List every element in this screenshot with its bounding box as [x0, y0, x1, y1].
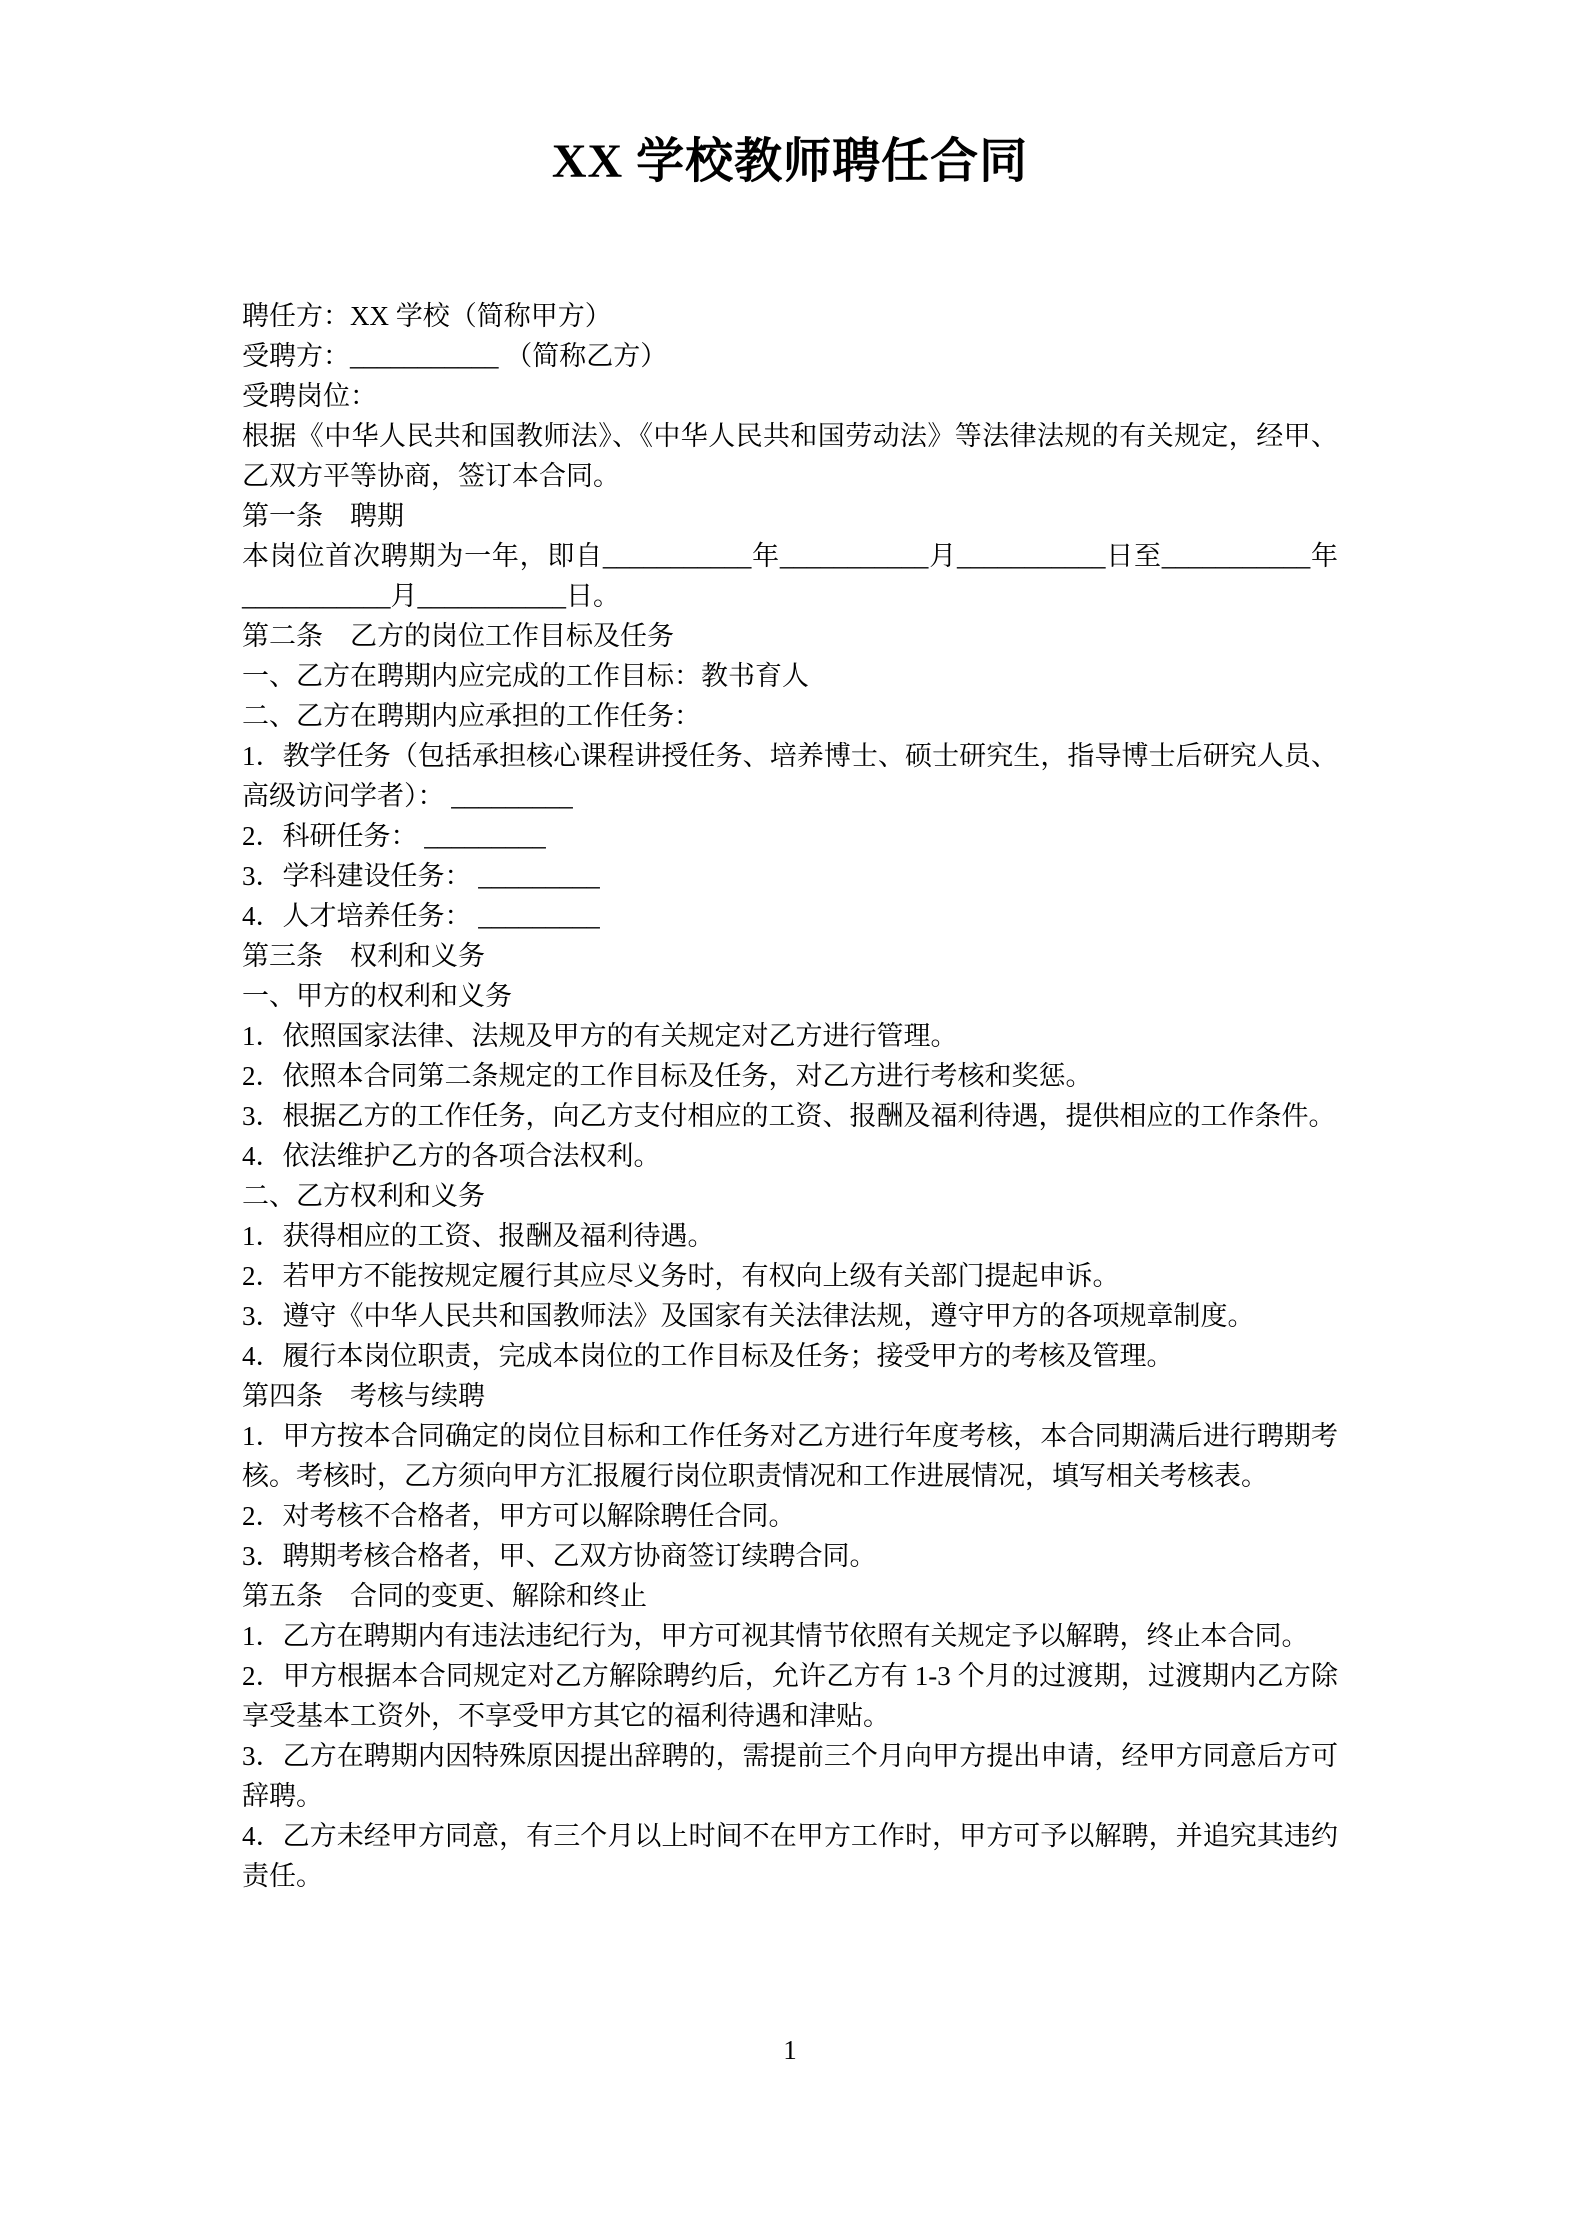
- paragraph: 一、甲方的权利和义务: [242, 981, 512, 1011]
- paragraph: 二、乙方权利和义务: [242, 1181, 485, 1211]
- paragraph: 4．履行本岗位职责，完成本岗位的工作目标及任务；接受甲方的考核及管理。: [242, 1341, 1174, 1371]
- section-heading: 第五条 合同的变更、解除和终止: [242, 1581, 647, 1611]
- paragraph: 本岗位首次聘期为一年，即自___________年___________月___________日至___________年___________月___________日。: [242, 541, 1338, 611]
- paragraph: 1．教学任务（包括承担核心课程讲授任务、培养博士、硕士研究生，指导博士后研究人员、高级访问学者）： _________: [242, 741, 1338, 811]
- paragraph: 3．聘期考核合格者，甲、乙双方协商签订续聘合同。: [242, 1541, 877, 1571]
- paragraph: 4．乙方未经甲方同意，有三个月以上时间不在甲方工作时，甲方可予以解聘，并追究其违约责任。: [242, 1821, 1338, 1891]
- paragraph: 3．根据乙方的工作任务，向乙方支付相应的工资、报酬及福利待遇，提供相应的工作条件。: [242, 1101, 1336, 1131]
- paragraph: 1．乙方在聘期内有违法违纪行为，甲方可视其情节依照有关规定予以解聘，终止本合同。: [242, 1621, 1309, 1651]
- section-heading: 第四条 考核与续聘: [242, 1381, 485, 1411]
- paragraph: 二、乙方在聘期内应承担的工作任务：: [242, 701, 701, 731]
- paragraph: 2．对考核不合格者，甲方可以解除聘任合同。: [242, 1501, 796, 1531]
- page-number: 1: [783, 2035, 797, 2065]
- section-heading: 第三条 权利和义务: [242, 941, 485, 971]
- section-heading: 第一条 聘期: [242, 501, 404, 531]
- paragraph: 2．甲方根据本合同规定对乙方解除聘约后，允许乙方有 1-3 个月的过渡期，过渡期内乙方除享受基本工资外，不享受甲方其它的福利待遇和津贴。: [242, 1661, 1338, 1731]
- paragraph: 1．获得相应的工资、报酬及福利待遇。: [242, 1221, 715, 1251]
- paragraph: 2．科研任务： _________: [242, 821, 546, 851]
- paragraph: 1．依照国家法律、法规及甲方的有关规定对乙方进行管理。: [242, 1021, 958, 1051]
- paragraph: 受聘岗位：: [242, 381, 377, 411]
- paragraph: 2．若甲方不能按规定履行其应尽义务时，有权向上级有关部门提起申诉。: [242, 1261, 1120, 1291]
- paragraph: 根据《中华人民共和国教师法》、《中华人民共和国劳动法》等法律法规的有关规定，经甲、乙双方平等协商，签订本合同。: [242, 421, 1338, 491]
- paragraph: 3．乙方在聘期内因特殊原因提出辞聘的，需提前三个月向甲方提出申请，经甲方同意后方可辞聘。: [242, 1741, 1338, 1811]
- section-heading: 第二条 乙方的岗位工作目标及任务: [242, 621, 674, 651]
- paragraph: 2．依照本合同第二条规定的工作目标及任务，对乙方进行考核和奖惩。: [242, 1061, 1093, 1091]
- paragraph: 1．甲方按本合同确定的岗位目标和工作任务对乙方进行年度考核，本合同期满后进行聘期考核。考核时，乙方须向甲方汇报履行岗位职责情况和工作进展情况，填写相关考核表。: [242, 1421, 1338, 1491]
- paragraph: 3．遵守《中华人民共和国教师法》及国家有关法律法规，遵守甲方的各项规章制度。: [242, 1301, 1255, 1331]
- paragraph: 4．依法维护乙方的各项合法权利。: [242, 1141, 661, 1171]
- paragraph: 4．人才培养任务： _________: [242, 901, 600, 931]
- paragraph: 聘任方：XX 学校（简称甲方）: [242, 301, 612, 331]
- paragraph: 受聘方：___________ （简称乙方）: [242, 341, 668, 371]
- paragraph: 一、乙方在聘期内应完成的工作目标：教书育人: [242, 661, 809, 691]
- paragraph: 3．学科建设任务： _________: [242, 861, 600, 891]
- document-title: XX 学校教师聘任合同: [551, 135, 1029, 188]
- document-body: [242, 296, 1338, 1896]
